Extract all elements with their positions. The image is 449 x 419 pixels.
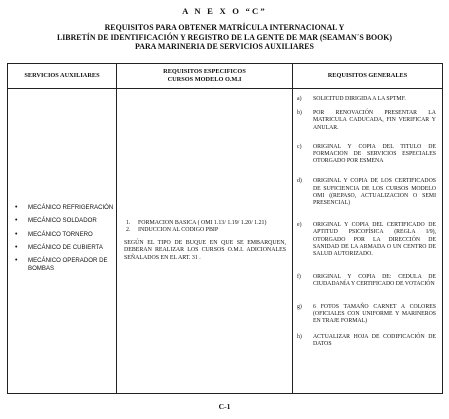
course-number: 1. [126, 219, 131, 226]
bullet-icon: • [15, 204, 18, 212]
courses-list [124, 220, 286, 235]
list-item [297, 222, 436, 258]
page-number: C-1 [218, 402, 231, 411]
requirement-text: ORIGINAL Y COPIA DE LOS CERTIFICADOS DE SUFICIENCIA DE LOS CURSOS MODELO OMI ((REPASO, ACTUALIZACION O SEMI PRESENCIAL) [313, 178, 436, 207]
list-item [297, 110, 436, 132]
header-specific-requirements [117, 64, 293, 89]
service-label: MECÁNICO SOLDADOR [28, 217, 97, 225]
requirement-text: ORIGINAL Y COPIA DEL CERTIFICADO DE APTITUD PSICOFÍSICA (REGLA I/9), OTORGADO POR LA DIRECCIÓN DE SANIDAD DE LA ARMADA O UN CENTRO DE SALUD AUTORIZADO. [313, 222, 436, 258]
list-item [14, 217, 116, 224]
requirement-letter: e) [297, 222, 302, 229]
document-heading [0, 23, 449, 52]
bullet-icon: • [15, 257, 18, 265]
bullet-icon: • [15, 217, 18, 225]
requirement-text: ORIGINAL Y COPIA DEL TITULO DE FORMACION DE SERVICIOS ESPECIALES OTORGADO POR ESMENA [313, 143, 436, 165]
services-list [8, 204, 116, 272]
requirement-letter: g) [297, 303, 302, 310]
bullet-icon: • [15, 244, 18, 251]
header-specific-line-2: CURSOS MODELO O.M.I [167, 76, 242, 83]
services-cell [8, 89, 117, 394]
list-item [297, 274, 436, 288]
courses-cell [117, 89, 293, 394]
requirement-letter: c) [297, 143, 302, 150]
list-item [297, 178, 436, 207]
requirement-letter: d) [297, 178, 302, 185]
service-label: MECÁNICO DE CUBIERTA [28, 244, 103, 251]
requirement-text: ACTUALIZAR HOJA DE CODIFICACIÓN DE DATOS [313, 334, 436, 348]
list-item [124, 220, 286, 227]
course-label: FORMACION BASICA ( OMI 1.13/ 1.19/ 1.20/ 1.21) [138, 219, 267, 226]
service-label: MECÁNICO OPERADOR DE BOMBAS [28, 257, 108, 272]
bullet-icon: • [15, 230, 18, 238]
general-requirements-cell [293, 89, 443, 394]
requirement-letter: h) [297, 334, 302, 341]
requirement-letter: f) [297, 274, 301, 281]
requirement-text: POR RENOVACIÓN PRESENTAR LA MATRICULA CADUCADA, FIN VERIFICAR Y ANULAR. [313, 110, 436, 131]
requirement-text: SOLICITUD DIRIGIDA A LA SPTMF. [313, 96, 406, 102]
list-item [14, 244, 116, 251]
header-general-requirements: REQUISITOS GENERALES [293, 64, 443, 89]
requirement-letter: a) [297, 96, 302, 102]
table-header-row [8, 64, 443, 89]
heading-line-1: REQUISITOS PARA OBTENER MATRÍCULA INTERNACIONAL Y [104, 23, 345, 32]
course-label: INDUCCION AL CODIGO PBIP [138, 227, 219, 234]
list-item [14, 231, 116, 238]
list-item [14, 204, 116, 211]
requirement-text: ORIGINAL Y COPIA DE: CEDULA DE CIUDADANÍA Y CERTIFICADO DE VOTACIÓN [313, 274, 436, 288]
list-item [297, 334, 436, 348]
requirement-letter: b) [297, 110, 302, 117]
header-services: SERVICIOS AUXILIARES [8, 64, 117, 89]
header-specific-line-1: REQUISITOS ESPECIFICOS [163, 68, 246, 76]
service-label: MECÁNICO TORNERO [28, 230, 93, 238]
list-item [297, 144, 436, 166]
list-item [297, 96, 436, 103]
course-note: SEGÚN EL TIPO DE BUQUE EN QUE SE EMBARQUEN, DEBERAN REALIZAR LOS CURSOS O.M.I. ADICIONALES SEÑALADOS EN EL ART. 31 . [124, 239, 286, 261]
table-body-row [8, 89, 443, 394]
service-label: MECÁNICO REFRIGERACIÓN [28, 204, 114, 212]
list-item [297, 304, 436, 326]
heading-line-2: LIBRETÍN DE IDENTIFICACIÓN Y REGISTRO DE LA GENTE DE MAR (SEAMAN´S BOOK) [56, 32, 393, 42]
heading-line-3: PARA MARINERIA DE SERVICIOS AUXILIARES [135, 42, 314, 52]
annex-title: A N E X O “C” [182, 6, 267, 16]
requirements-table [7, 63, 443, 394]
list-item [14, 257, 116, 272]
course-number: 2. [126, 227, 131, 234]
list-item [124, 227, 286, 234]
requirement-text: 6 FOTOS TAMAÑO CARNET A COLORES (OFICIALES CON UNIFORME Y MARINEROS EN TRAJE FORMAL) [313, 303, 436, 325]
